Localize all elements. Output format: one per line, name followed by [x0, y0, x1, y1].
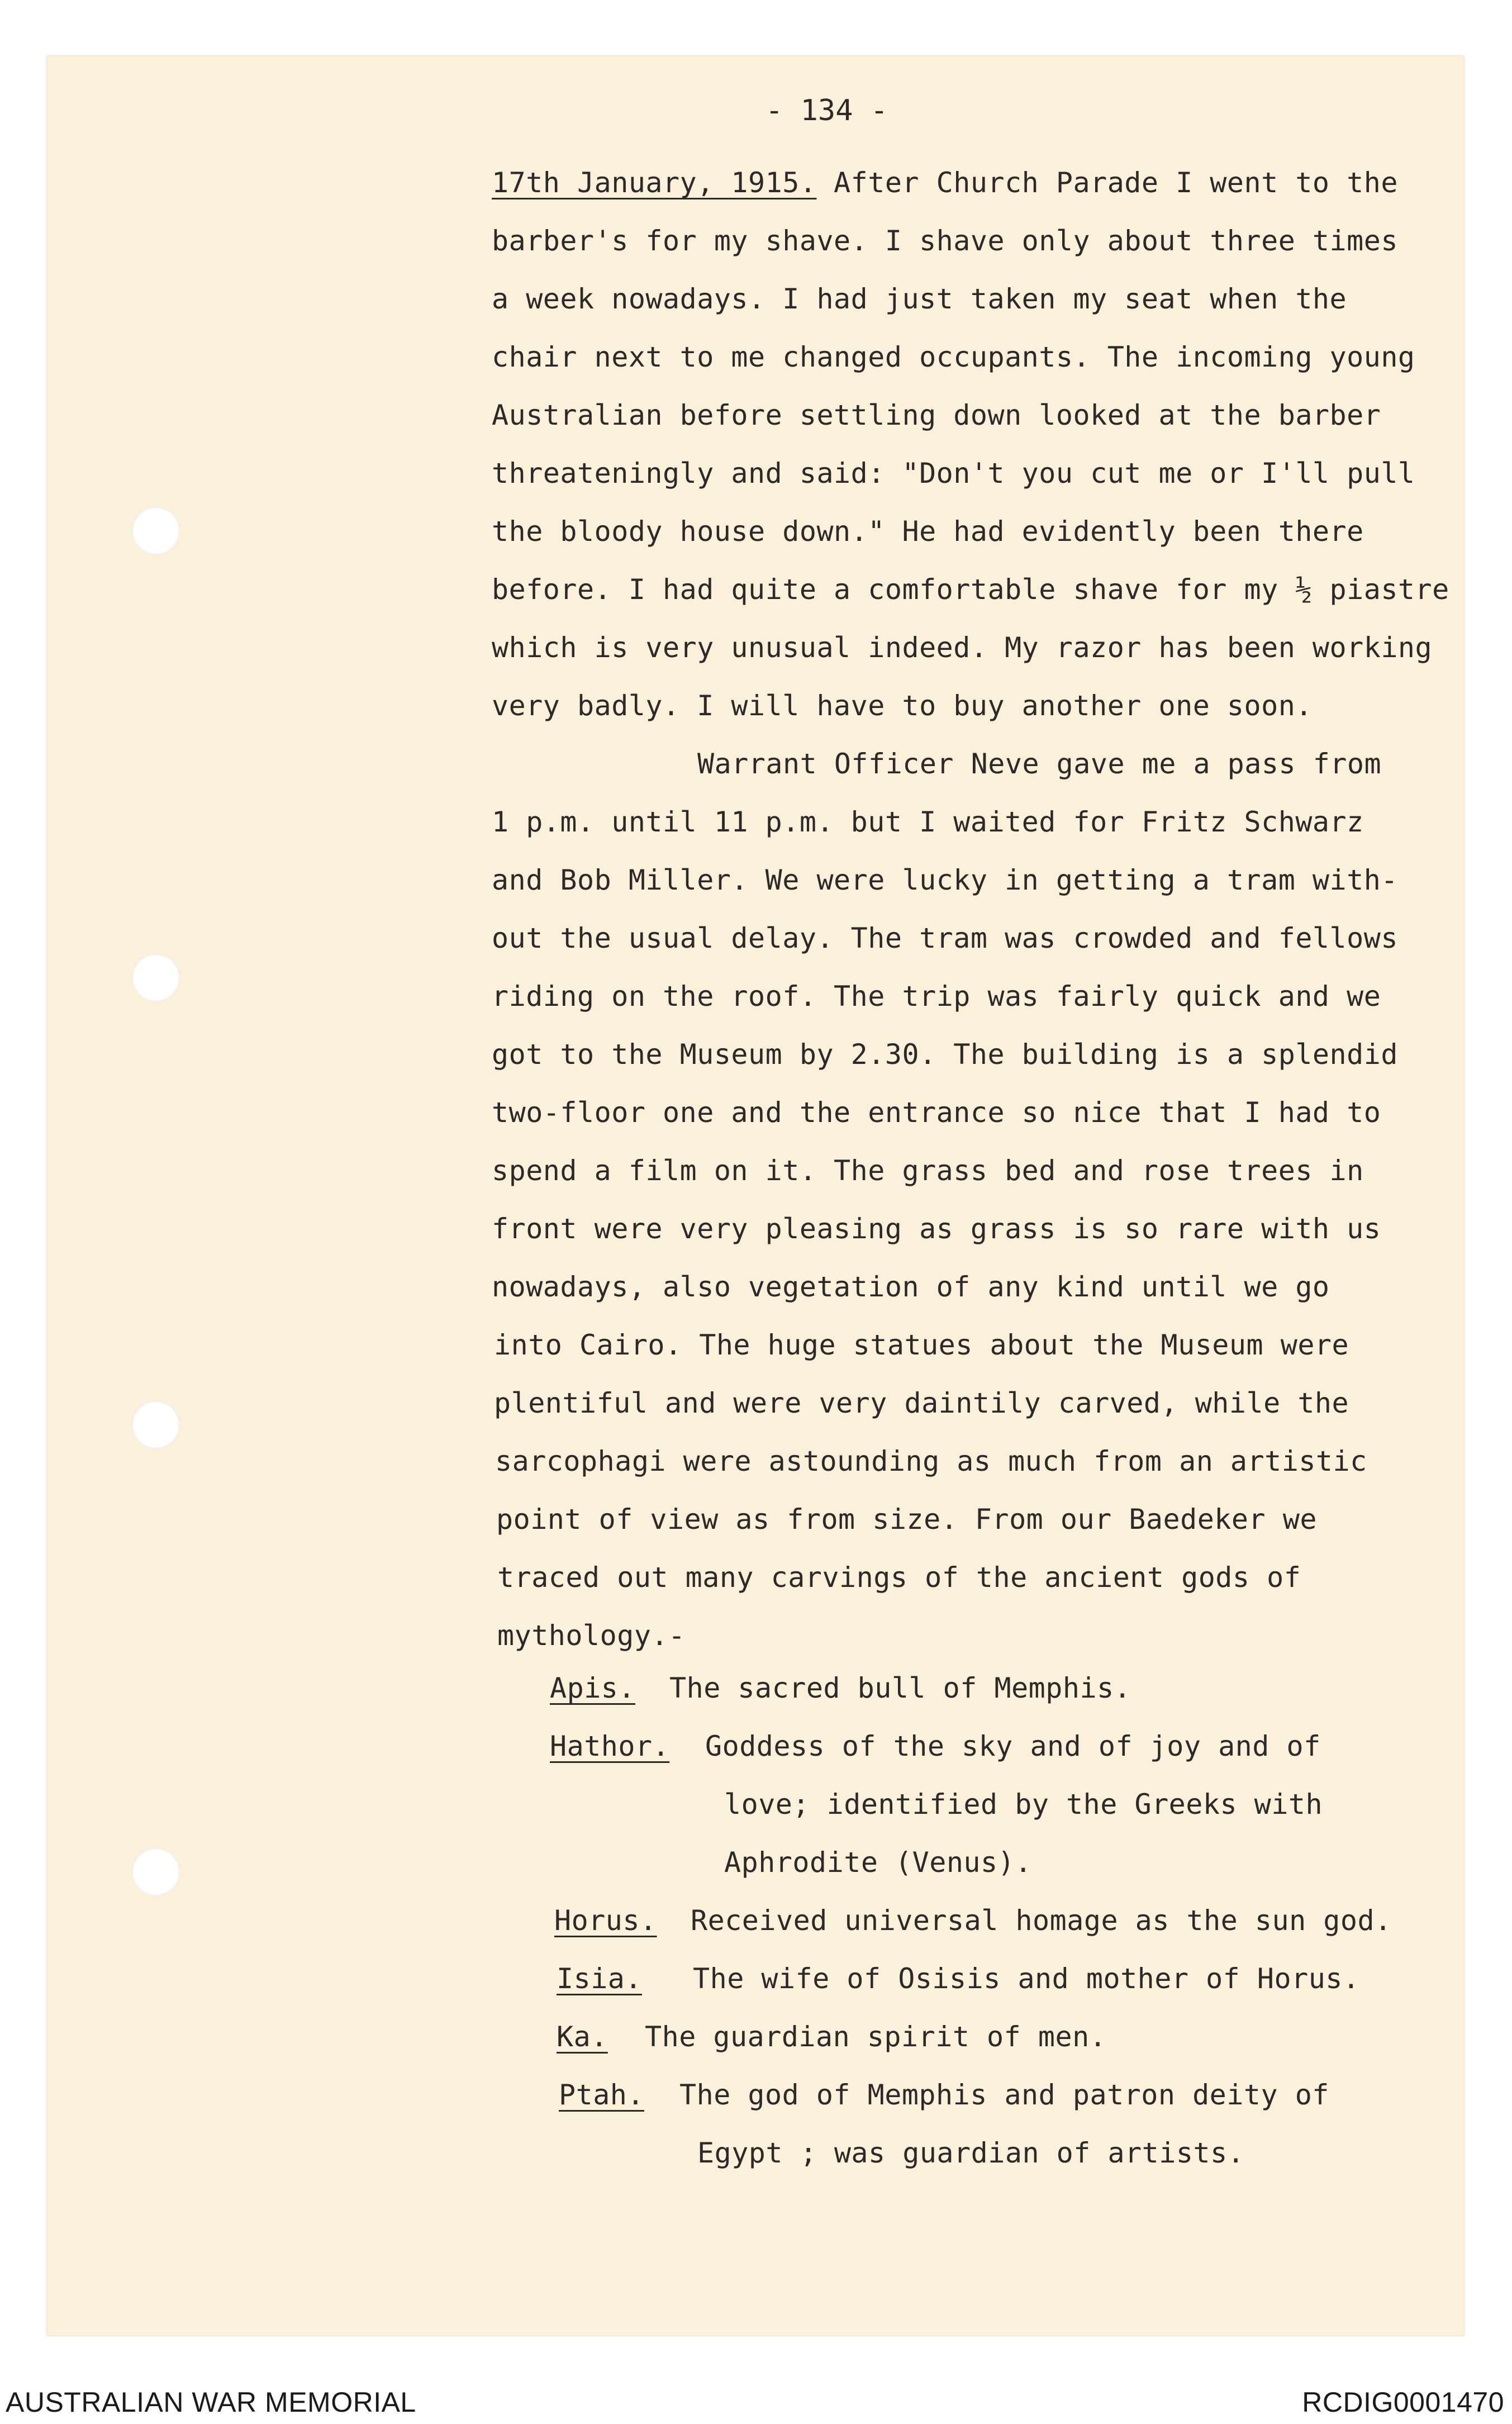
god-description: Goddess of the sky and of joy and of — [705, 1730, 1321, 1762]
diary-line: threateningly and said: "Don't you cut me or I'll pull — [492, 457, 1415, 489]
diary-line: the bloody house down." He had evidently been there — [492, 515, 1364, 548]
god-description: love; identified by the Greeks with — [724, 1788, 1323, 1821]
diary-line: out the usual delay. The tram was crowded and fellows — [492, 922, 1398, 954]
entry-date: 17th January, 1915. — [492, 167, 817, 199]
punch-hole — [132, 954, 180, 1002]
god-name-isia: Isia. — [557, 1962, 643, 1995]
diary-line: barber's for my shave. I shave only about three times — [492, 225, 1398, 257]
entry-line-text: After Church Parade I went to the — [816, 167, 1398, 199]
diary-line: very badly. I will have to buy another one soon. — [492, 690, 1313, 722]
god-name-ptah: Ptah. — [559, 2079, 645, 2111]
diary-line: and Bob Miller. We were lucky in getting a tram with- — [492, 864, 1398, 896]
diary-line: mythology.- — [497, 1619, 686, 1652]
diary-line — [492, 167, 1398, 199]
diary-line: chair next to me changed occupants. The incoming young — [492, 341, 1415, 373]
diary-line: plentiful and were very daintily carved, while the — [494, 1387, 1349, 1419]
god-description: The god of Memphis and patron deity of — [679, 2079, 1329, 2111]
punch-hole — [132, 1848, 180, 1896]
diary-line: a week nowadays. I had just taken my seat when the — [492, 283, 1347, 315]
punch-hole — [132, 1401, 180, 1449]
diary-line: two-floor one and the entrance so nice that I had to — [492, 1096, 1381, 1129]
god-name-ka: Ka. — [557, 2021, 608, 2053]
god-description: The wife of Osisis and mother of Horus. — [693, 1962, 1360, 1995]
diary-line: before. I had quite a comfortable shave for my ½ piastre — [492, 573, 1449, 606]
god-description: Aphrodite (Venus). — [724, 1846, 1032, 1879]
diary-line: spend a film on it. The grass bed and rose trees in — [492, 1154, 1364, 1187]
diary-line: traced out many carvings of the ancient gods of — [497, 1561, 1301, 1594]
diary-line: got to the Museum by 2.30. The building is a splendid — [492, 1038, 1398, 1071]
god-description: Received universal homage as the sun god. — [691, 1904, 1392, 1937]
god-description: The sacred bull of Memphis. — [669, 1672, 1131, 1704]
punch-hole — [132, 507, 180, 555]
diary-line: point of view as from size. From our Baedeker we — [496, 1503, 1317, 1536]
footer-record-id: RCDIG0001470 — [1302, 2387, 1504, 2418]
god-description: The guardian spirit of men. — [645, 2021, 1107, 2053]
diary-line: which is very unusual indeed. My razor has been working — [492, 631, 1433, 664]
diary-line: 1 p.m. until 11 p.m. but I waited for Fritz Schwarz — [492, 806, 1364, 838]
diary-line: front were very pleasing as grass is so rare with us — [492, 1213, 1381, 1245]
footer-institution: AUSTRALIAN WAR MEMORIAL — [6, 2387, 416, 2418]
diary-line: Australian before settling down looked at the barber — [492, 399, 1381, 431]
diary-line: nowadays, also vegetation of any kind until we go — [492, 1271, 1330, 1303]
god-name-apis: Apis. — [550, 1672, 636, 1704]
diary-line: into Cairo. The huge statues about the Museum were — [494, 1329, 1349, 1361]
diary-line: riding on the roof. The trip was fairly quick and we — [492, 980, 1381, 1013]
page-number: - 134 - — [765, 94, 888, 127]
diary-line: sarcophagi were astounding as much from an artistic — [495, 1445, 1367, 1477]
god-name-hathor: Hathor. — [550, 1730, 670, 1762]
god-description: Egypt ; was guardian of artists. — [697, 2137, 1245, 2169]
god-name-horus: Horus. — [554, 1904, 657, 1937]
diary-line: Warrant Officer Neve gave me a pass from — [697, 748, 1382, 780]
